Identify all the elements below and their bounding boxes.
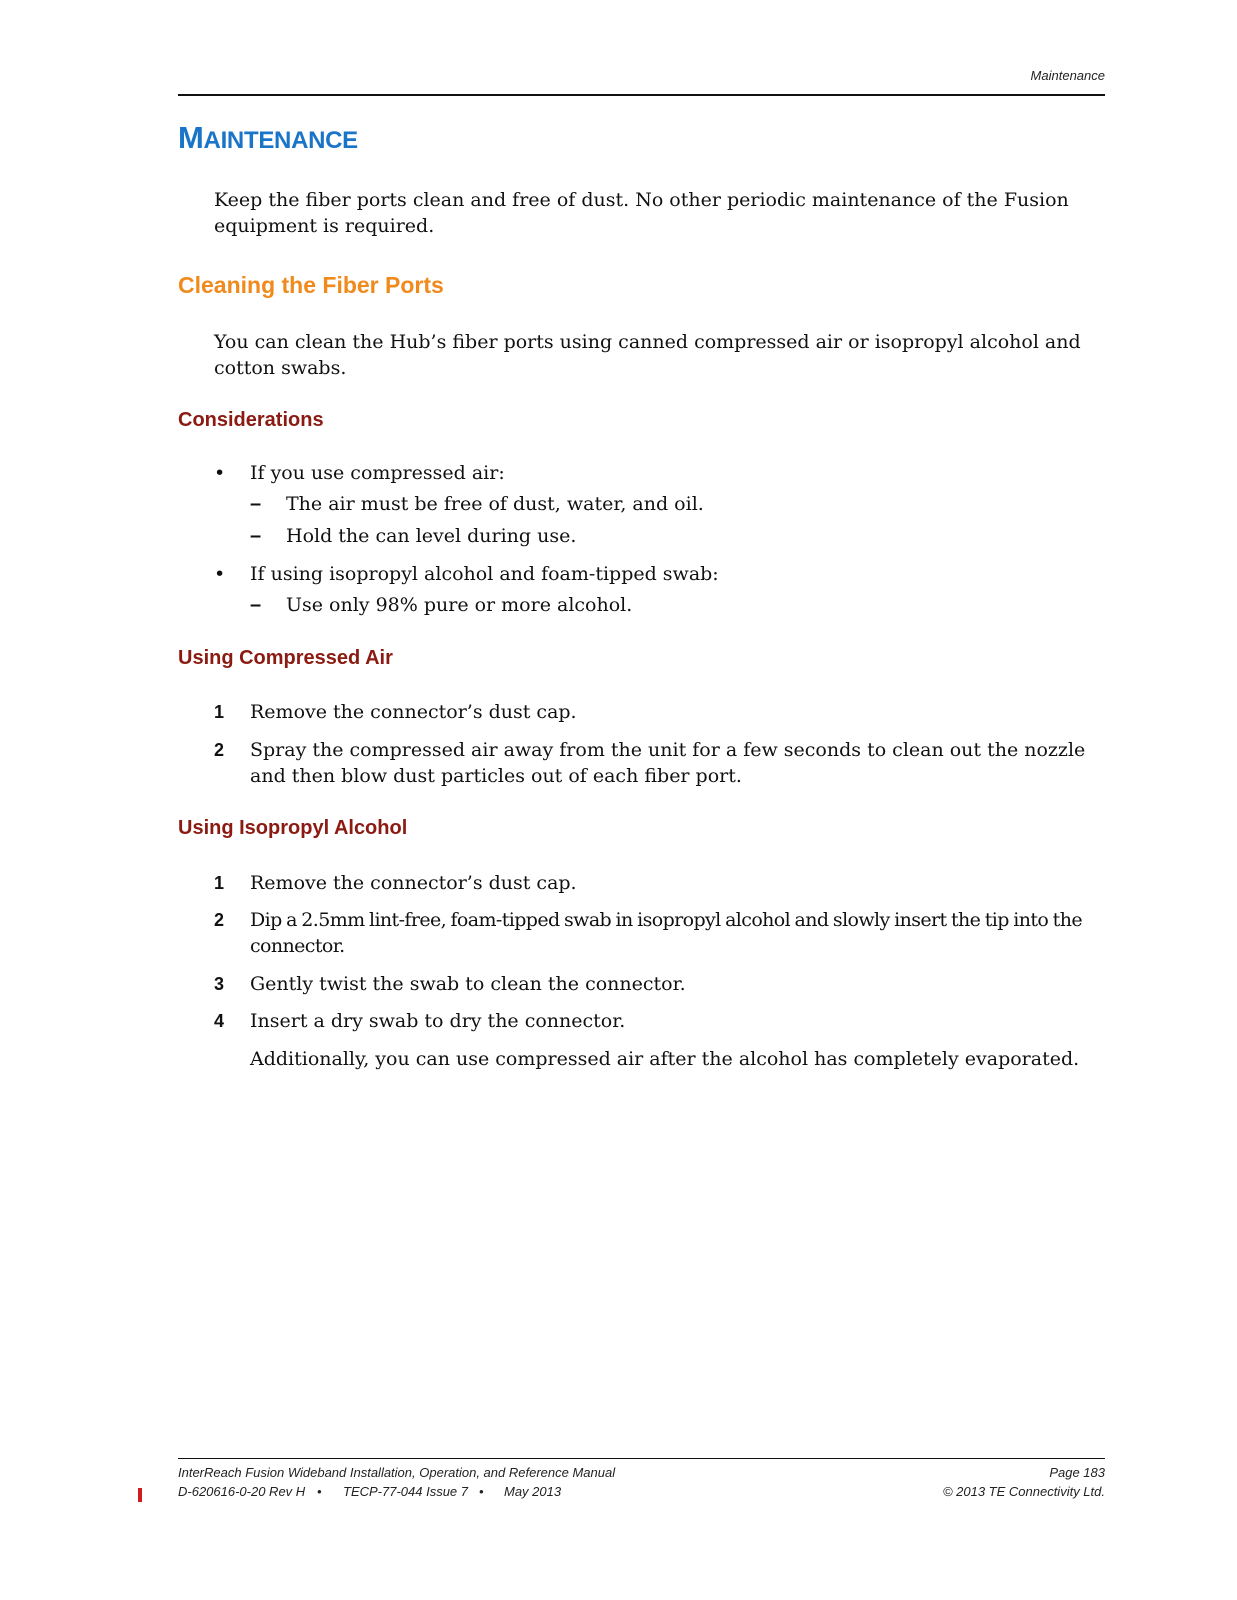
step-text: Insert a dry swab to dry the connector. <box>250 1010 626 1032</box>
step-number: 2 <box>214 910 225 930</box>
step-text: Remove the connector’s dust cap. <box>250 872 577 894</box>
step-number: 3 <box>214 974 225 994</box>
section-intro-paragraph: You can clean the Hub’s fiber ports using canned compressed air or isopropyl alcohol and cotton swabs. <box>214 331 1081 379</box>
footer-doc-number: D-620616-0-20 Rev H <box>178 1484 306 1499</box>
step-text: Dip a 2.5mm lint-free, foam-tipped swab in isopropyl alcohol and slowly insert the tip into the connector. <box>250 909 1082 957</box>
bullet-marker: • <box>214 462 226 484</box>
footer-page-number: Page 183 <box>1049 1465 1105 1480</box>
header-rule <box>178 94 1105 96</box>
dash-marker: – <box>250 493 262 515</box>
step-text: Gently twist the swab to clean the connector. <box>250 973 686 995</box>
footer-separator: • <box>317 1484 322 1499</box>
isopropyl-note: Additionally, you can use compressed air after the alcohol has completely evaporated. <box>250 1048 1080 1070</box>
dash-marker: – <box>250 594 262 616</box>
step-number: 4 <box>214 1011 225 1031</box>
sub-item: Hold the can level during use. <box>286 525 577 547</box>
section-title: Cleaning the Fiber Ports <box>178 272 444 298</box>
step-number: 1 <box>214 873 225 893</box>
sub-item: Use only 98% pure or more alcohol. <box>286 594 633 616</box>
footer-rule <box>178 1458 1105 1459</box>
step-text: Spray the compressed air away from the unit for a few seconds to clean out the nozzle and then blow dust particles out of each fiber port. <box>250 739 1086 787</box>
sub-item: The air must be free of dust, water, and oil. <box>286 493 704 515</box>
footer-manual-title: InterReach Fusion Wideband Installation, Operation, and Reference Manual <box>178 1465 616 1480</box>
footer-separator: • <box>479 1484 484 1499</box>
page-title-rest: AINTENANCE <box>203 127 358 154</box>
intro-paragraph: Keep the fiber ports clean and free of dust. No other periodic maintenance of the Fusion equipment is required. <box>214 189 1069 237</box>
running-header: Maintenance <box>1030 68 1105 83</box>
bullet-item: If using isopropyl alcohol and foam-tipped swab: <box>250 563 719 585</box>
footer-copyright: © 2013 TE Connectivity Ltd. <box>942 1484 1105 1499</box>
page-title <box>178 120 358 156</box>
bullet-marker: • <box>214 563 226 585</box>
considerations-heading: Considerations <box>178 409 324 431</box>
step-text: Remove the connector’s dust cap. <box>250 701 577 723</box>
change-bar-marker <box>138 1488 142 1502</box>
footer-tecp: TECP-77-044 Issue 7 <box>343 1484 469 1499</box>
bullet-item: If you use compressed air: <box>250 462 505 484</box>
step-number: 1 <box>214 702 225 722</box>
isopropyl-heading: Using Isopropyl Alcohol <box>178 817 408 839</box>
dash-marker: – <box>250 525 262 547</box>
compressed-air-heading: Using Compressed Air <box>178 647 393 669</box>
step-number: 2 <box>214 740 225 760</box>
page-title-initial: M <box>178 120 204 155</box>
footer-date: May 2013 <box>504 1484 562 1499</box>
